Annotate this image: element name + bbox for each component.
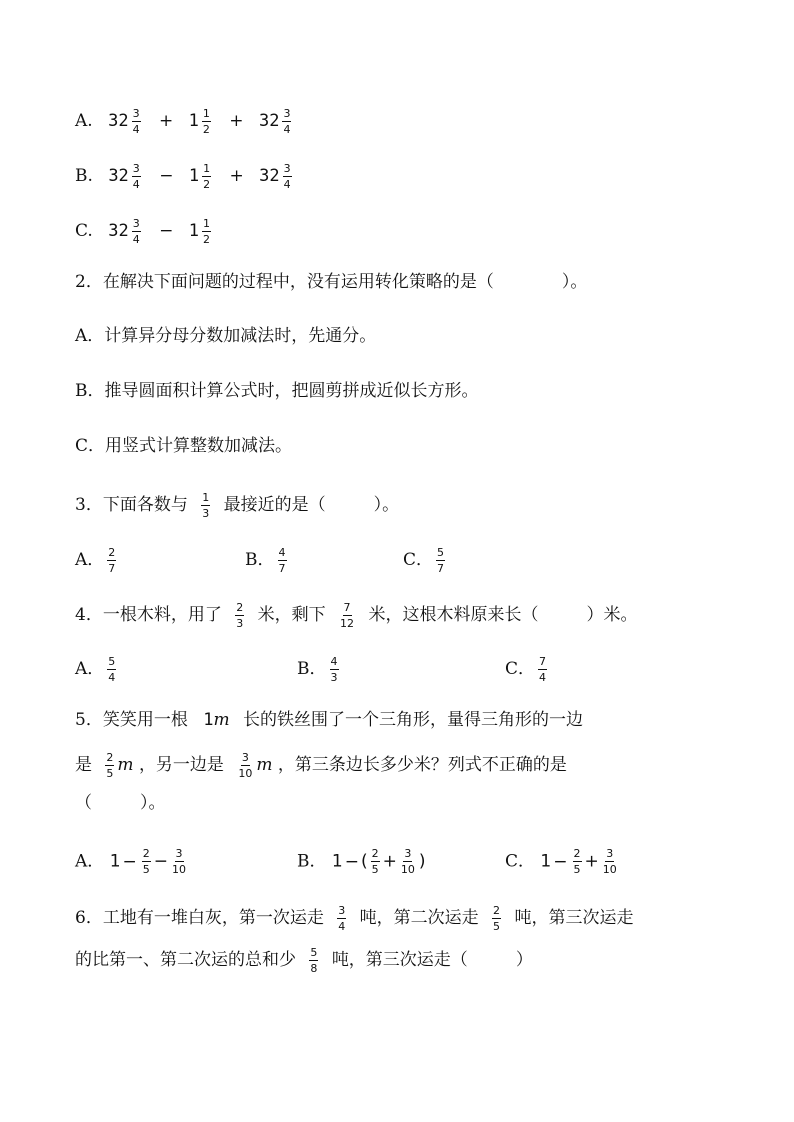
q2-option-a: A．计算异分母分数加减法时，先通分。 xyxy=(75,326,377,346)
q2-option-b: B．推导圆面积计算公式时，把圆剪拼成近似长方形。 xyxy=(75,381,479,401)
fraction: $\frac{5}{7}$ xyxy=(437,546,445,575)
fraction: $\frac{1}{2}$ xyxy=(203,217,211,246)
fraction: $\frac{3}{4}$ xyxy=(338,904,346,933)
q1-option-b: B. 32 $\frac{3}{4}$ − 1 $\frac{1}{2}$ + 32 $\frac{3}{4}$ xyxy=(75,162,291,191)
q1-option-a: A. 32 $\frac{3}{4}$ + 1 $\frac{1}{2}$ + 32 $\frac{3}{4}$ xyxy=(75,107,291,136)
question-5-line-3: （ ）。 xyxy=(75,793,166,813)
q4-option-b: B． $\frac{4}{3}$ xyxy=(297,655,338,684)
q4-option-a: A． $\frac{5}{4}$ xyxy=(75,655,116,684)
fraction: $\frac{3}{10}$ xyxy=(400,847,415,876)
fraction: $\frac{2}{5}$ xyxy=(573,847,581,876)
question-6-line-1: 6．工地有一堆白灰，第一次运走 $\frac{3}{4}$ 吨，第二次运走 $\frac{2}{5}$ 吨，第三次运走 xyxy=(75,904,634,933)
fraction: $\frac{2}{3}$ xyxy=(236,601,244,630)
fraction: $\frac{3}{10}$ xyxy=(172,847,187,876)
fraction: $\frac{2}{7}$ xyxy=(108,546,116,575)
q3-option-c: C． $\frac{5}{7}$ xyxy=(403,546,445,575)
q1-option-c: C. 32 $\frac{3}{4}$ − 1 $\frac{1}{2}$ xyxy=(75,217,211,246)
question-5-line-1: 5．笑笑用一根 1m 长的铁丝围了一个三角形，量得三角形的一边 xyxy=(75,710,584,730)
fraction: $\frac{2}{5}$ xyxy=(142,847,150,876)
q5-option-c: C． 1 − $\frac{2}{5}$ + $\frac{3}{10}$ xyxy=(505,847,617,876)
fraction: $\frac{3}{4}$ xyxy=(132,217,140,246)
question-2-stem: 2．在解决下面问题的过程中，没有运用转化策略的是（ ）。 xyxy=(75,272,588,292)
fraction: $\frac{5}{4}$ xyxy=(108,655,116,684)
q3-option-a: A． $\frac{2}{7}$ xyxy=(75,546,116,575)
fraction: $\frac{4}{7}$ xyxy=(278,546,286,575)
q5-option-a: A． 1 − $\frac{2}{5}$ − $\frac{3}{10}$ xyxy=(75,847,187,876)
fraction: $\frac{2}{5}$ xyxy=(493,904,501,933)
fraction: $\frac{3}{4}$ xyxy=(283,107,291,136)
fraction: $\frac{7}{4}$ xyxy=(539,655,547,684)
fraction: $\frac{7}{12}$ xyxy=(340,601,355,630)
fraction: $\frac{5}{8}$ xyxy=(310,946,318,975)
fraction: $\frac{3}{4}$ xyxy=(132,162,140,191)
question-5-line-2: 是 $\frac{2}{5}$ m ，另一边是 $\frac{3}{10}$ m ，第三条边长多少米？列式不正确的是 xyxy=(75,751,567,780)
fraction: $\frac{4}{3}$ xyxy=(330,655,338,684)
question-4-stem: 4．一根木料，用了 $\frac{2}{3}$ 米，剩下 $\frac{7}{12}$ 米，这根木料原来长（ ）米。 xyxy=(75,601,638,630)
q5-option-b: B． 1 − ( $\frac{2}{5}$ + $\frac{3}{10}$ ) xyxy=(297,847,426,876)
q4-option-c: C． $\frac{7}{4}$ xyxy=(505,655,547,684)
q2-option-c: C．用竖式计算整数加减法。 xyxy=(75,436,293,456)
fraction: $\frac{3}{4}$ xyxy=(283,162,291,191)
fraction: $\frac{1}{2}$ xyxy=(202,107,210,136)
question-6-line-2: 的比第一、第二次运的总和少 $\frac{5}{8}$ 吨，第三次运走（ ） xyxy=(75,946,533,975)
fraction: $\frac{3}{10}$ xyxy=(238,751,253,780)
fraction: $\frac{1}{3}$ xyxy=(202,491,210,520)
fraction: $\frac{1}{2}$ xyxy=(203,162,211,191)
q3-option-b: B． $\frac{4}{7}$ xyxy=(245,546,286,575)
fraction: $\frac{3}{10}$ xyxy=(602,847,617,876)
fraction: $\frac{2}{5}$ xyxy=(371,847,379,876)
fraction: $\frac{3}{4}$ xyxy=(132,107,140,136)
question-3-stem: 3．下面各数与 $\frac{1}{3}$ 最接近的是（ ）。 xyxy=(75,491,400,520)
fraction: $\frac{2}{5}$ xyxy=(106,751,114,780)
